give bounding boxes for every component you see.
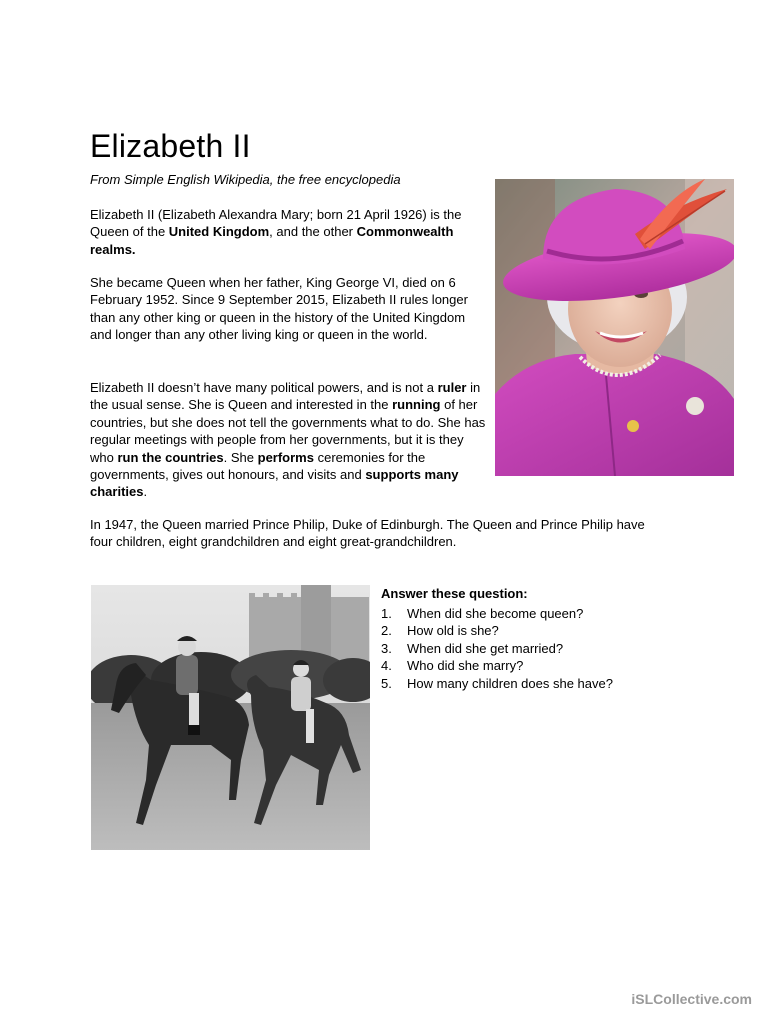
- paragraph-powers: [90, 379, 486, 501]
- text-run: , and the other: [269, 224, 357, 240]
- questions-list: [381, 605, 711, 693]
- questions-heading: Answer these question:: [381, 586, 528, 601]
- bold-term: ruler: [437, 380, 467, 395]
- source-subtitle: From Simple English Wikipedia, the free encyclopedia: [90, 172, 401, 187]
- text-run: Elizabeth II (Elizabeth Alexandra Mary; born 21 April 1926) is the Queen of the: [90, 207, 462, 240]
- text-run: in the usual sense. She is Queen and interested in the: [90, 380, 481, 413]
- bold-term: Commonwealth realms.: [90, 224, 454, 257]
- question-item: [381, 605, 711, 623]
- question-text: When did she become queen?: [407, 605, 584, 621]
- text-run: of her countries, but she does not tell the governments what to do. She has regular meetings with people from her governments, but it is they who: [90, 397, 486, 465]
- bold-term: supports many charities: [90, 467, 459, 500]
- paragraph-marriage: [90, 516, 670, 551]
- question-text: Who did she marry?: [407, 658, 524, 673]
- question-text: When did she get married?: [407, 640, 564, 656]
- question-number: 5.: [381, 675, 392, 691]
- question-text: How many children does she have?: [407, 675, 613, 691]
- question-number: 1.: [381, 605, 392, 621]
- text-run: .: [143, 484, 148, 500]
- queen-portrait-photo: [495, 179, 734, 476]
- question-number: 4.: [381, 658, 392, 673]
- question-item: [381, 657, 711, 675]
- bold-term: performs: [257, 449, 314, 465]
- bold-term: running: [392, 397, 441, 413]
- text-run: In 1947, the Queen married Prince Philip, Duke of Edinburgh. The Queen and Prince Philip have four children, eight grandchildren and eight great-grandchildren.: [90, 517, 645, 550]
- question-number: 2.: [381, 623, 392, 638]
- text-run: She became Queen when her father, King George VI, died on 6 February 1952. Since 9 September 2015, Elizabeth II rules longer than any other king or queen in the history of the United Kingdom and longer than any other living king or queen in the world.: [90, 275, 468, 343]
- question-item: [381, 640, 711, 658]
- question-item: [381, 622, 711, 640]
- site-watermark: iSLCollective.com: [631, 991, 752, 1007]
- question-item: [381, 675, 711, 693]
- bold-term: United Kingdom: [168, 224, 270, 240]
- horse-riding-photo: [91, 585, 370, 850]
- page-title: Elizabeth II: [90, 128, 251, 164]
- bold-term: run the countries: [117, 449, 224, 465]
- question-text: How old is she?: [407, 623, 499, 638]
- questions-section: [381, 585, 711, 692]
- paragraph-reign: [90, 274, 486, 344]
- paragraph-intro: [90, 206, 486, 258]
- question-number: 3.: [381, 640, 392, 656]
- text-run: . She: [223, 449, 258, 465]
- text-run: ceremonies for the governments, gives out honours, and visits and: [90, 449, 426, 483]
- text-run: Elizabeth II doesn’t have many political powers, and is not a: [90, 380, 438, 395]
